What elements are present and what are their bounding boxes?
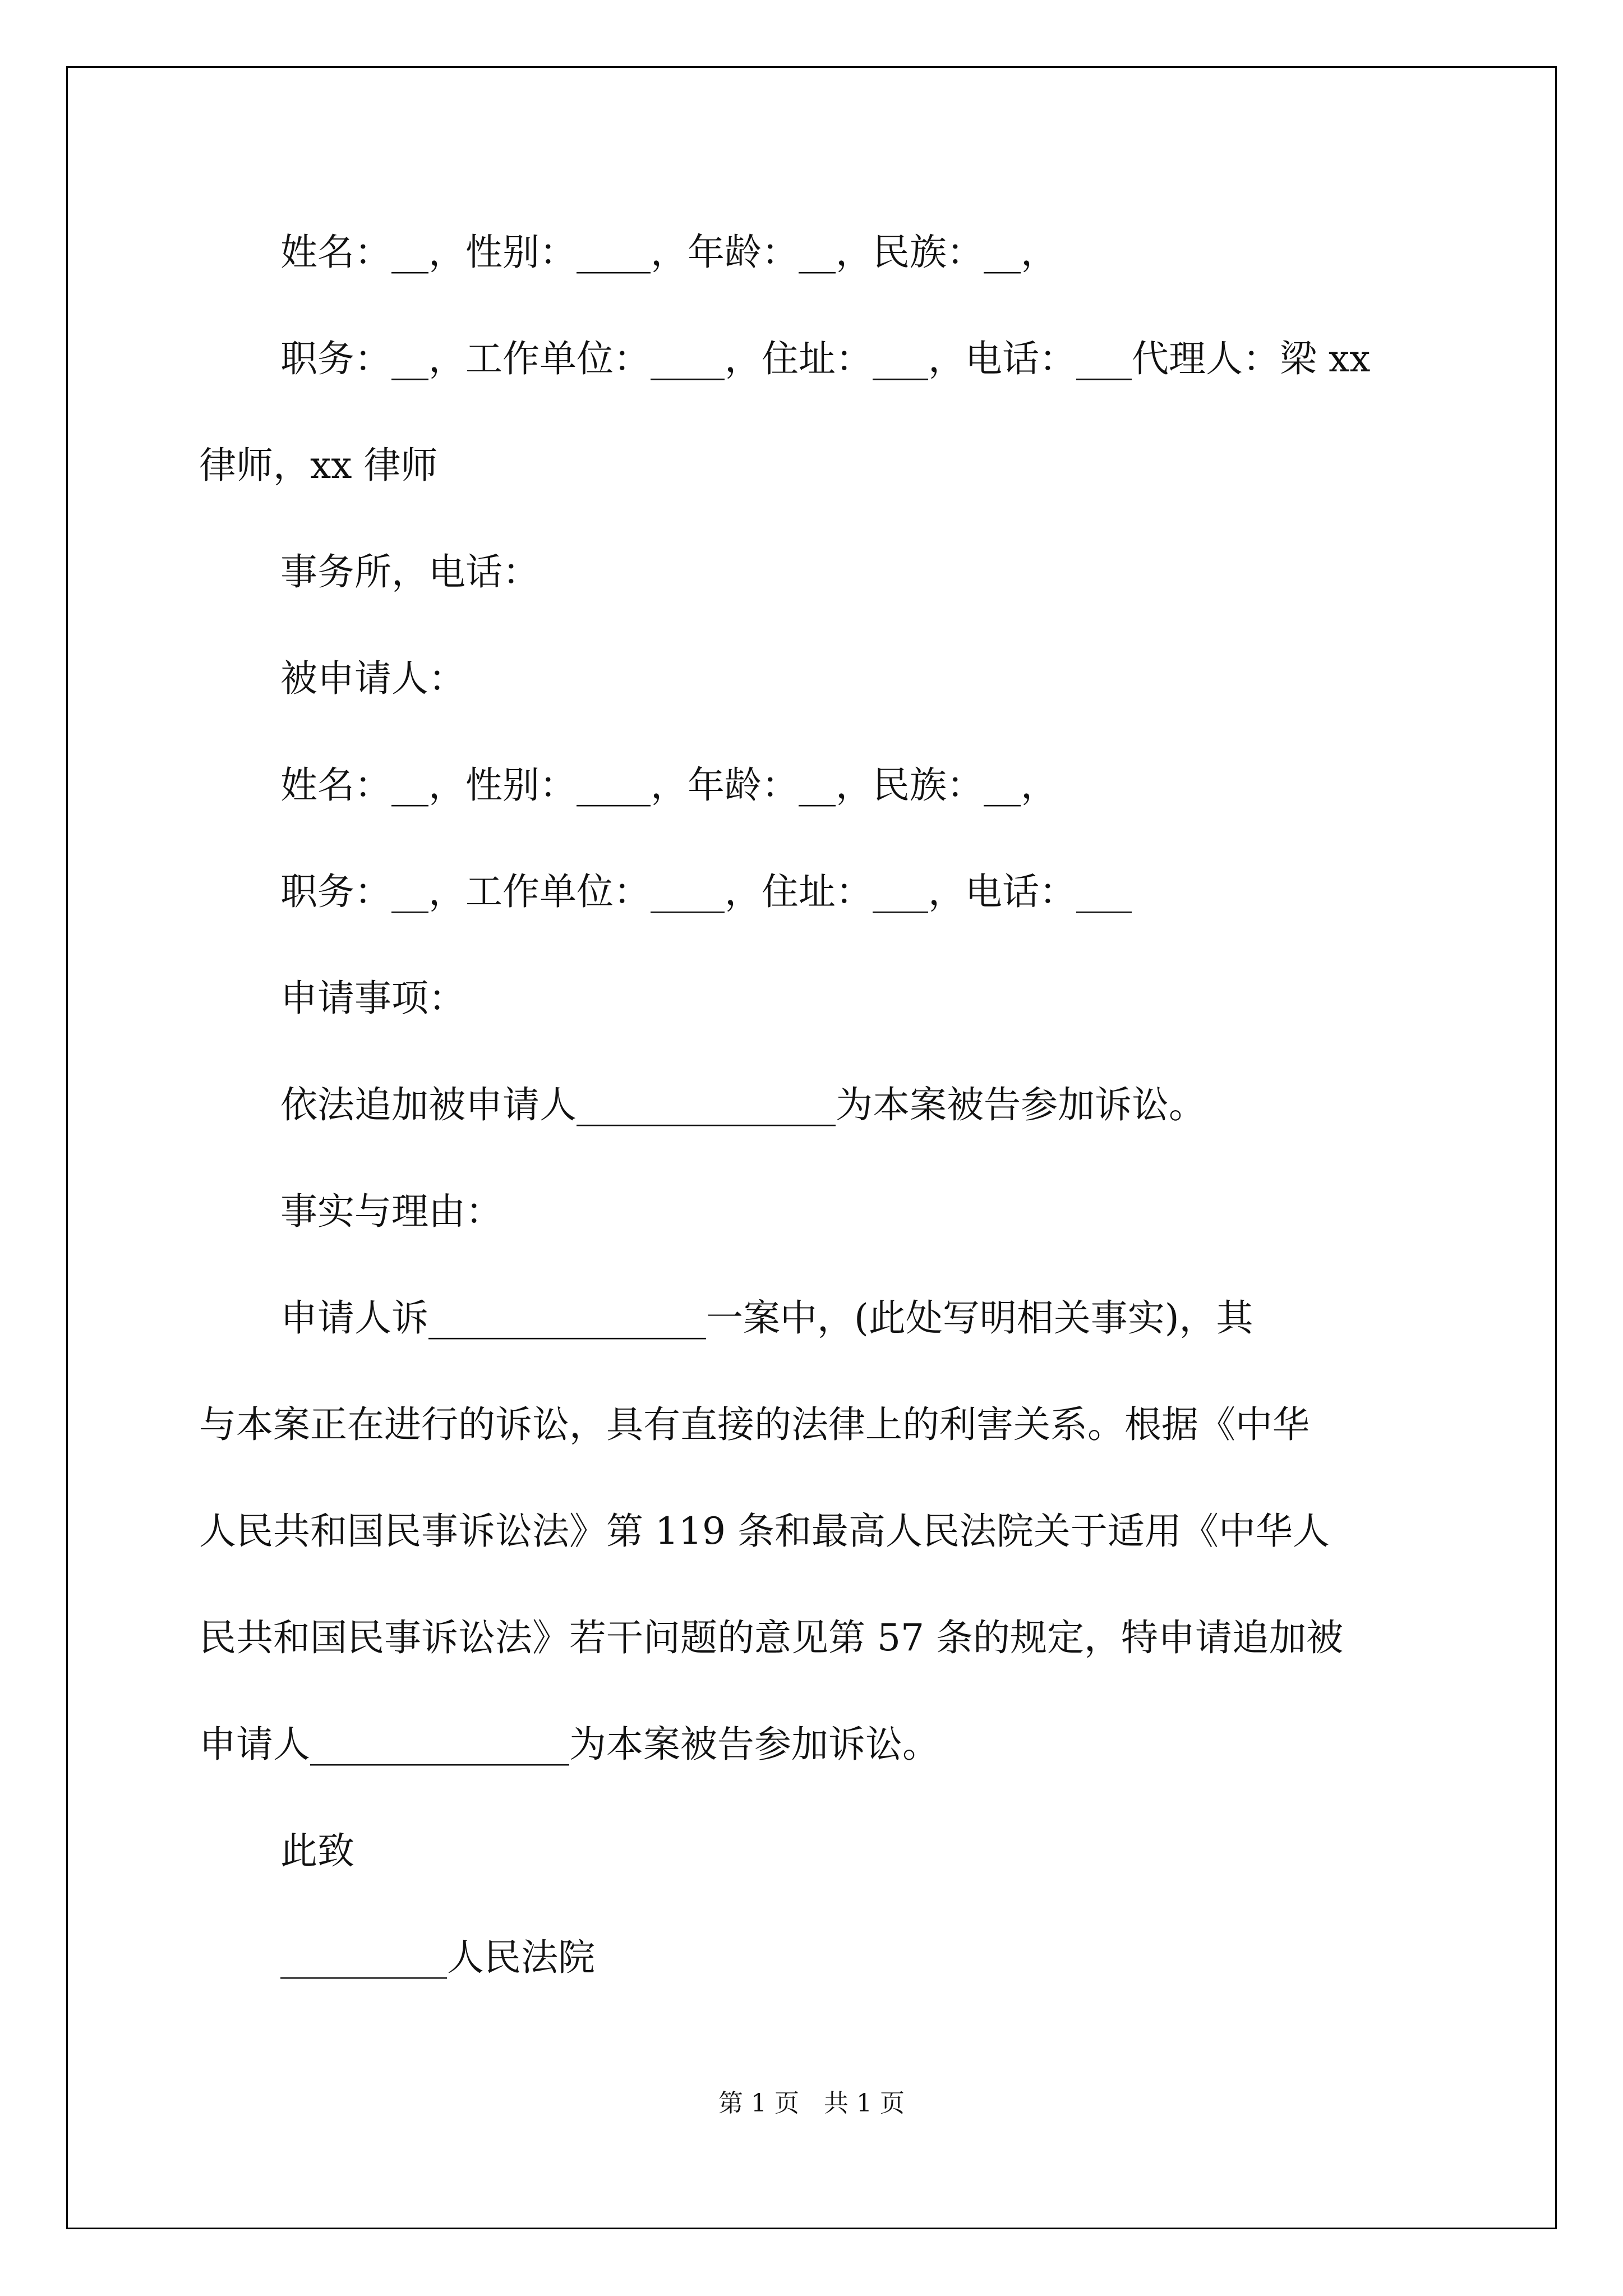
respondent-job-info: 职务：__，工作单位：____，住址：___，电话：___ — [280, 870, 1132, 913]
page-border — [66, 66, 1557, 2229]
facts-heading: 事实与理由： — [280, 1190, 502, 1233]
facts-paragraph-line-1: 申请人诉_______________一案中，(此处写明相关事实)，其 — [280, 1296, 1253, 1340]
facts-paragraph-line-2: 与本案正在进行的诉讼，具有直接的法律上的利害关系。根据《中华 — [199, 1403, 1310, 1446]
facts-paragraph-line-4: 民共和国民事诉讼法》若干问题的意见第 57 条的规定，特申请追加被 — [199, 1616, 1343, 1659]
court-addressee: _________人民法院 — [280, 1936, 595, 1979]
applicant-basic-info: 姓名：__，性别：____，年龄：__，民族：__， — [280, 231, 1058, 274]
respondent-heading: 被申请人： — [280, 657, 465, 700]
request-content: 依法追加被申请人______________为本案被告参加诉讼。 — [280, 1083, 1206, 1126]
facts-paragraph-line-5: 申请人______________为本案被告参加诉讼。 — [199, 1723, 939, 1766]
closing-salutation: 此致 — [280, 1829, 354, 1872]
request-heading: 申请事项： — [280, 977, 465, 1020]
law-firm-phone: 事务所，电话： — [280, 550, 540, 593]
applicant-job-info: 职务：__，工作单位：____，住址：___，电话：___代理人：梁 xx — [280, 337, 1371, 380]
respondent-basic-info: 姓名：__，性别：____，年龄：__，民族：__， — [280, 763, 1058, 807]
page-footer: 第 1 页 共 1 页 — [718, 2089, 905, 2118]
facts-paragraph-line-3: 人民共和国民事诉讼法》第 119 条和最高人民法院关于适用《中华人 — [199, 1510, 1330, 1553]
agent-lawyer-line: 律师，xx 律师 — [199, 444, 438, 487]
